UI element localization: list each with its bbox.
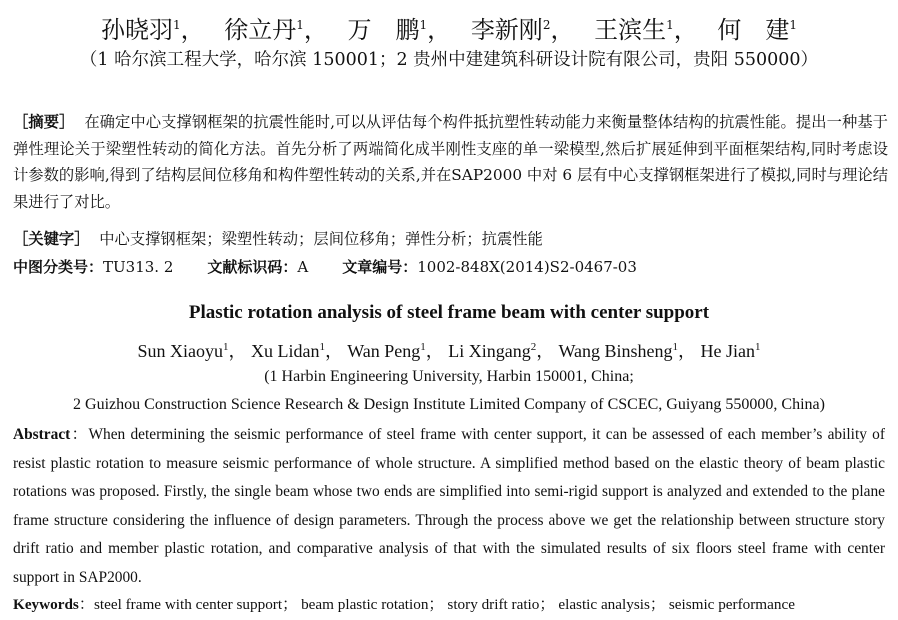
abstract-en-text: When determining the seismic performance of steel frame with center support, it can be assessed of each member’s ability of resist plastic rotation to measure seismic performance of whole structure. A simplified method based on the elastic theory of beam plastic rotations was proposed. Firstly, the single beam whose two ends are simplified into semi-rigid support is analyzed and extended to the plane frame structure considering the influence of design parameters. Through the process above we get the relationship between structure story drift ratio and member plastic rotation, and comparative analysis of that with the simulated results of six floors steel frame with center support in SAP2000. (13, 426, 885, 586)
keywords-en: Keywords：steel frame with center support； beam plastic rotation； story drift ratio； elastic analysis； seismic performance (13, 596, 795, 613)
doc-code-value: A (297, 258, 309, 276)
doc-code-label: 文献标识码： (207, 258, 298, 276)
keywords-en-label: Keywords (13, 596, 79, 613)
article-number-value: 1002-848X(2014)S2-0467-03 (417, 258, 637, 276)
affiliation-en-2: 2 Guizhou Construction Science Research & Design Institute Limited Company of CSCEC, Guiyang 550000, China) (73, 396, 825, 413)
keywords-cn-label: ［关键字］ (13, 230, 90, 248)
author-cn: 王滨生$^1$， (594, 16, 698, 44)
clc-label: 中图分类号： (13, 258, 104, 276)
classification-line (13, 256, 637, 277)
authors-cn (0, 8, 898, 42)
author-en: He Jian$^1$ (700, 341, 761, 361)
author-cn: 孙晓羽$^1$， (100, 16, 205, 44)
abstract-cn-label: ［摘要］ (13, 113, 75, 131)
author-en: Sun Xiaoyu$^1$， (137, 341, 252, 361)
article-number-label: 文章编号： (342, 258, 418, 276)
author-cn: 万 鹏$^1$， (347, 16, 452, 44)
keywords-cn-text: 中心支撑钢框架；梁塑性转动；层间位移角；弹性分析；抗震性能 (99, 230, 543, 248)
author-en: Li Xingang$^2$， (448, 341, 559, 361)
keywords-cn (13, 226, 888, 253)
abstract-cn (13, 109, 888, 215)
author-en: Xu Lidan$^1$， (251, 341, 348, 361)
author-en: Wang Binsheng$^1$， (558, 341, 701, 361)
keywords-en-text: steel frame with center support； beam plastic rotation； story drift ratio； elastic analysis； seismic performance (94, 596, 795, 613)
author-cn: 李新刚$^2$， (470, 16, 575, 44)
title-en: Plastic rotation analysis of steel frame beam with center support (188, 302, 710, 323)
abstract-en: Abstract：When determining the seismic performance of steel frame with center support, it can be assessed of each member’s ability of resist plastic rotation to measure seismic performance of whole structure. A simplified method based on the elastic theory of beam plastic rotations was proposed. Firstly, the single beam whose two ends are simplified into semi-rigid support is analyzed and extended to the plane frame structure considering the influence of design parameters. Through the process above we get the relationship between structure story drift ratio and member plastic rotation, and comparative analysis of that with the simulated results of six floors steel frame with center support in SAP2000. (13, 426, 885, 586)
author-cn: 何 建$^1$ (717, 16, 798, 44)
abstract-en-label: Abstract (13, 426, 71, 443)
author-en: Wan Peng$^1$， (347, 341, 449, 361)
authors-en (0, 333, 898, 361)
abstract-cn-text: 在确定中心支撑钢框架的抗震性能时,可以从评估每个构件抵抗塑性转动能力来衡量整体结构的抗震性能。提出一种基于弹性理论关于梁塑性转动的简化方法。首先分析了两端简化成半刚性支座的单一梁模型,然后扩展延伸到平面框架结构,同时考虑设计参数的影响,得到了结构层间位移角和构件塑性转动的关系,并在SAP2000 中对 6 层有中心支撑钢框架进行了模拟,同时与理论结果进行了对比。 (13, 113, 888, 211)
affiliation-cn: （1 哈尔滨工程大学，哈尔滨 150001；2 贵州中建建筑科研设计院有限公司，贵阳 550000） (79, 50, 819, 70)
clc-value: TU313. 2 (103, 258, 174, 276)
author-cn: 徐立丹$^1$， (224, 16, 328, 44)
affiliation-en-1: (1 Harbin Engineering University, Harbin 150001, China; (264, 368, 634, 385)
